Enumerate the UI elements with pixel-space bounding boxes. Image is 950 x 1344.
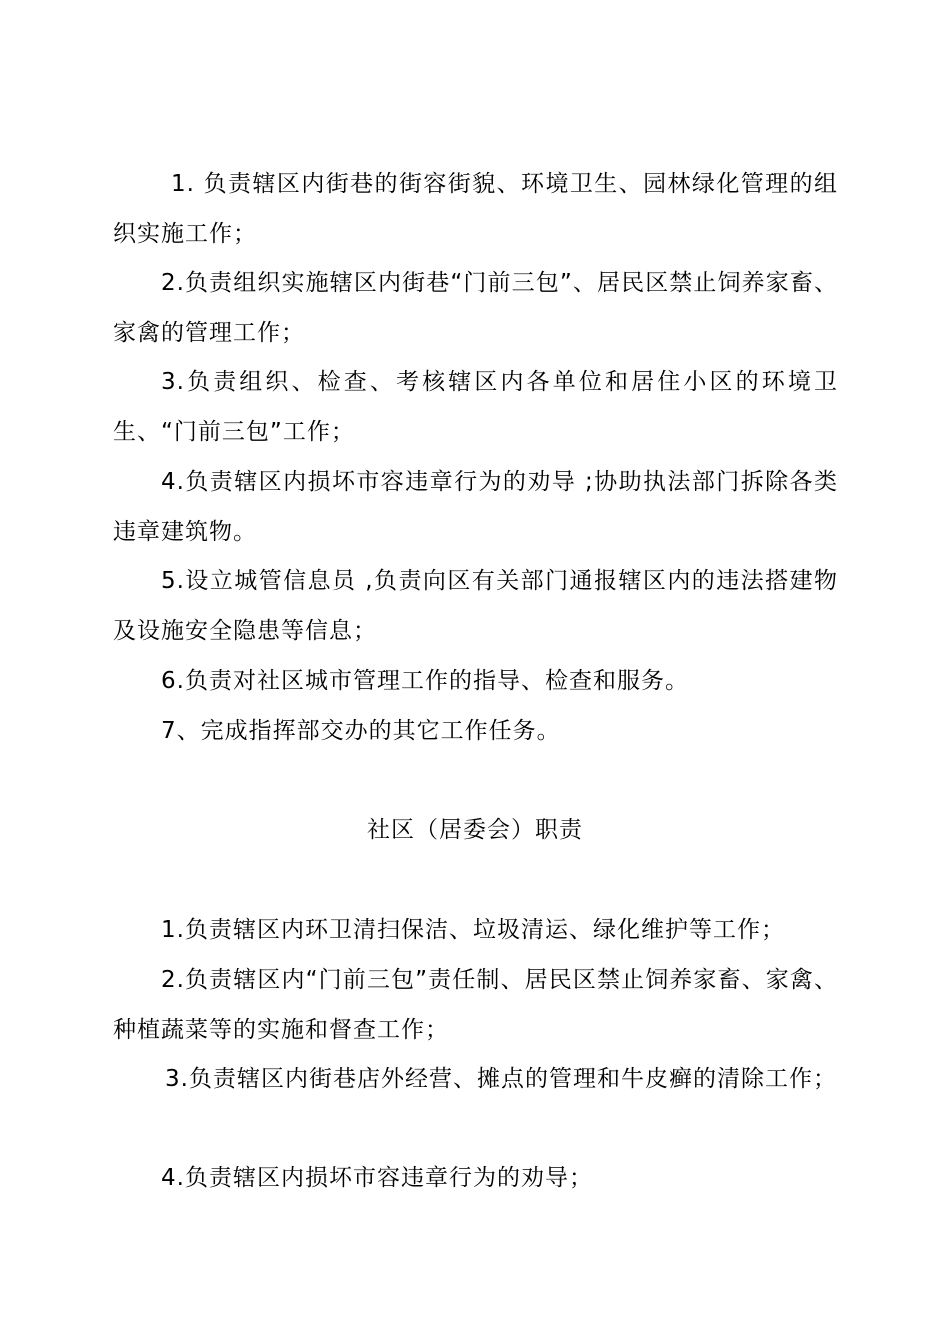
- duty-item-2: 2.负责组织实施辖区内街巷“门前三包”、居民区禁止饲养家畜、家禽的管理工作；: [113, 270, 838, 346]
- community-duty-item-3: 3.负责辖区内街巷店外经营、摊点的管理和牛皮癣的清除工作；: [165, 1066, 837, 1092]
- community-duty-item-2: 2.负责辖区内“门前三包”责任制、居民区禁止饲养家畜、家禽、种植蔬菜等的实施和督查工作；: [113, 967, 838, 1043]
- duty-item-3: 3.负责组织、检查、考核辖区内各单位和居住小区的环境卫生、“门前三包”工作；: [113, 369, 838, 445]
- community-duty-item-1: 1.负责辖区内环卫清扫保洁、垃圾清运、绿化维护等工作；: [161, 917, 785, 943]
- community-duty-item-4: 4.负责辖区内损坏市容违章行为的劝导；: [161, 1165, 593, 1191]
- duty-item-6: 6.负责对社区城市管理工作的指导、检查和服务。: [161, 668, 689, 694]
- duty-item-5: 5.设立城管信息员 ,负责向区有关部门通报辖区内的违法搭建物及设施安全隐患等信息；: [113, 568, 838, 644]
- duty-item-7: 7、完成指挥部交办的其它工作任务。: [161, 718, 561, 744]
- duty-item-1: 1. 负责辖区内街巷的街容街貌、环境卫生、园林绿化管理的组织实施工作；: [113, 171, 838, 247]
- section-heading: 社区（居委会）职责: [367, 817, 583, 843]
- duty-item-4: 4.负责辖区内损坏市容违章行为的劝导 ;协助执法部门拆除各类违章建筑物。: [113, 469, 838, 545]
